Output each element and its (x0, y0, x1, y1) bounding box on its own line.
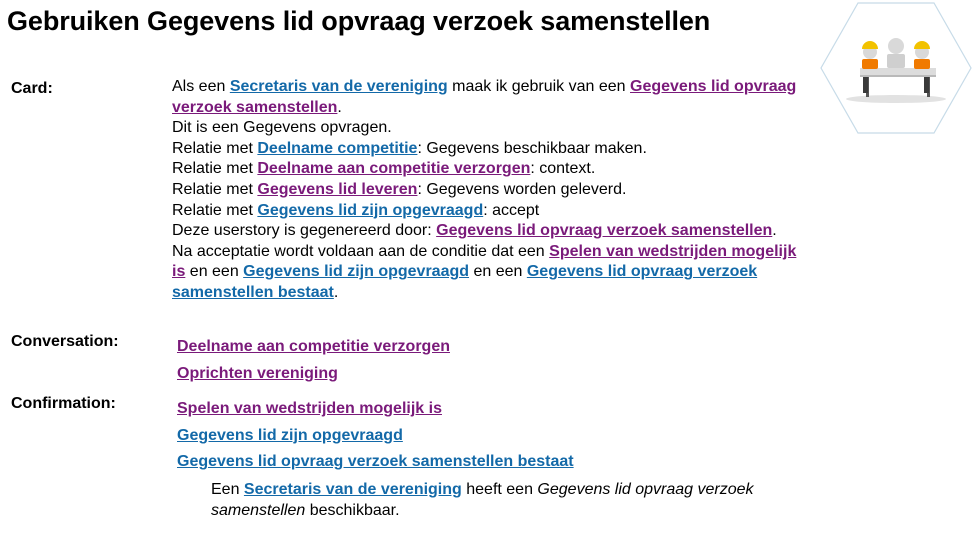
conversation-links (177, 337, 450, 390)
acceptance-mid: en een (469, 263, 527, 281)
page-title: Gebruiken Gegevens lid opvraag verzoek samenstellen (7, 6, 711, 36)
card-intro-post: . (337, 98, 342, 116)
card-line-intro (172, 77, 812, 118)
confirmation-link[interactable]: Spelen van wedstrijden mogelijk is (177, 400, 442, 417)
conversation-link[interactable]: Deelname aan competitie verzorgen (177, 338, 450, 355)
card-line-type: Dit is een Gegevens opvragen. (172, 119, 392, 137)
conversation-label: Conversation: (11, 333, 119, 350)
link-relation[interactable]: Deelname competitie (257, 139, 418, 157)
confirmation-links (177, 399, 574, 479)
link-generator[interactable]: Gegevens lid opvraag verzoek samenstellen (436, 222, 773, 240)
relation-pre: Relatie met (172, 180, 258, 198)
card-intro-pre: Als een (172, 78, 230, 95)
note-pre: Een (211, 481, 244, 498)
link-relation[interactable]: Gegevens lid zijn opgevraagd (257, 201, 484, 219)
relation-post: : context. (530, 160, 596, 178)
generated-post: . (772, 222, 777, 240)
relation-line (172, 139, 812, 160)
link-secretaris-note[interactable]: Secretaris van de vereniging (243, 481, 462, 498)
link-condition[interactable]: Spelen van wedstrijden mogelijk is (172, 242, 797, 281)
relation-pre: Relatie met (172, 201, 258, 219)
acceptance-pre: Na acceptatie wordt voldaan aan de conditie dat een (172, 242, 550, 260)
link-condition[interactable]: Gegevens lid zijn opgevraagd (243, 263, 470, 281)
note-mid: heeft een (461, 481, 538, 498)
card-label: Card: (11, 80, 53, 97)
link-relation[interactable]: Gegevens lid leveren (257, 180, 418, 198)
relation-pre: Relatie met (172, 139, 258, 157)
people-at-table-icon (820, 2, 972, 134)
acceptance-post: . (333, 283, 339, 301)
relation-line (172, 201, 812, 222)
card-intro-mid: maak ik gebruik van een (447, 78, 631, 95)
confirmation-note (211, 479, 771, 521)
note-object: Gegevens lid opvraag verzoek samenstellen (211, 481, 754, 519)
acceptance-mid: en een (185, 263, 244, 281)
link-relation[interactable]: Deelname aan competitie verzorgen (257, 160, 531, 178)
confirmation-link[interactable]: Gegevens lid zijn opgevraagd (177, 426, 403, 444)
confirmation-label: Confirmation: (11, 395, 116, 412)
note-post: beschikbaar. (305, 502, 400, 519)
generated-pre: Deze userstory is gegenereerd door: (172, 222, 437, 240)
card-body (172, 77, 812, 304)
relation-line (172, 159, 812, 180)
relation-line (172, 180, 812, 201)
relation-pre: Relatie met (172, 160, 258, 178)
note-text (211, 479, 771, 521)
link-condition[interactable]: Gegevens lid opvraag verzoek samenstellen bestaat (172, 263, 758, 301)
link-secretaris[interactable]: Secretaris van de vereniging (229, 78, 448, 95)
generated-line (172, 221, 812, 242)
relation-post: : Gegevens worden geleverd. (417, 180, 627, 198)
conversation-link[interactable]: Oprichten vereniging (177, 364, 338, 382)
acceptance-line (172, 242, 812, 304)
confirmation-link[interactable]: Gegevens lid opvraag verzoek samenstellen bestaat (177, 453, 574, 471)
link-object[interactable]: Gegevens lid opvraag verzoek samenstellen (172, 78, 797, 116)
relation-post: : accept (483, 201, 540, 219)
relation-post: : Gegevens beschikbaar maken. (417, 139, 647, 157)
